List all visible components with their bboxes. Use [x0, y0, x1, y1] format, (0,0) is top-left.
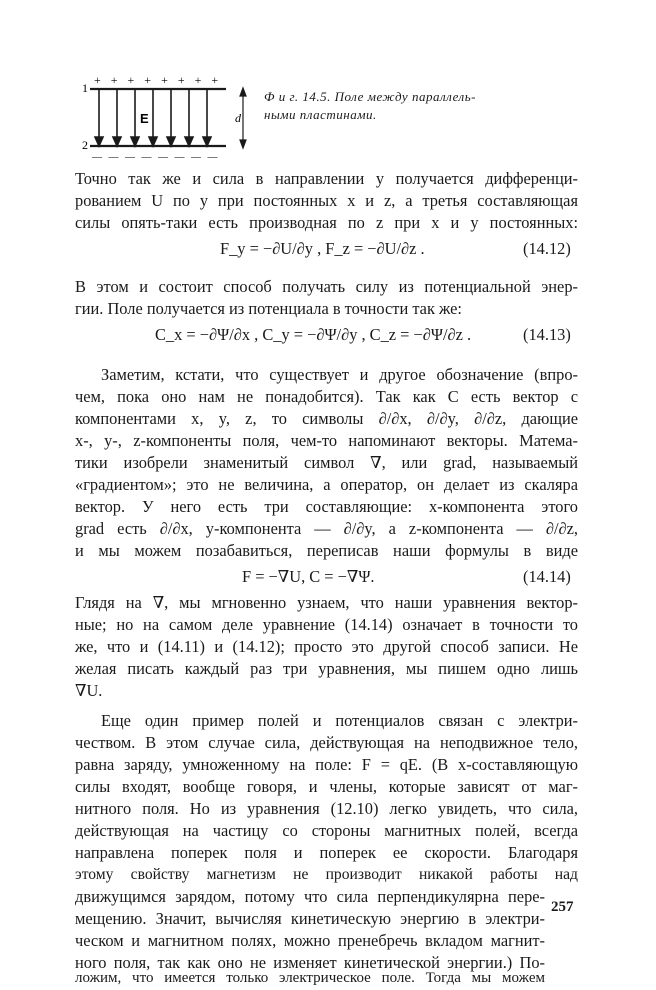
text-line: действующая на частицу со стороны магнитных полей, всегда — [75, 821, 578, 840]
text-line: желая писать каждый раз три уравнения, мы пишем одно лишь — [75, 659, 578, 678]
text-line: равна заряду, умноженному на поле: F = qE. (В x-составляющую — [75, 755, 578, 774]
text-line: компонентами x, y, z, то символы ∂/∂x, ∂/∂y, ∂/∂z, дающие — [75, 409, 578, 428]
text-line: силы опять-таки есть производная по z при x и y постоянных: — [75, 213, 578, 232]
text-line: и мы можем позабавиться, переписав наши формулы в виде — [75, 541, 578, 560]
text-line: же, что и (14.11) и (14.12); просто это другой способ записи. Не — [75, 637, 578, 656]
figure-caption-line: ными пластинами. — [264, 107, 377, 122]
text-line: направлена поперек поля и поперек ее скорости. Благодаря — [75, 843, 578, 862]
text-line: Глядя на ∇, мы мгновенно узнаем, что наши уравнения вектор- — [75, 593, 578, 612]
equation-number: (14.12) — [523, 239, 571, 258]
text-line: ∇U. — [75, 681, 103, 700]
distance-label: d — [235, 111, 241, 125]
plate-top-charges: + + + + + + + + — [94, 76, 222, 87]
field-arrows — [95, 89, 211, 146]
text-line: ложим, что имеется только электрическое поле. Тогда мы можем — [75, 970, 545, 986]
page-number: 257 — [551, 899, 574, 915]
text-line: ного поля, так как оно не изменяет кинетической энергии.) По- — [75, 953, 545, 972]
equation-14-12: F_y = −∂U/∂y , F_z = −∂U/∂z . — [220, 239, 425, 258]
text-line: ческом и магнитном полях, можно пренебречь вкладом магнит- — [75, 931, 545, 950]
text-line: ные; но на самом деле уравнение (14.14) означает в точности то — [75, 615, 578, 634]
plate-bottom-label: 2 — [82, 138, 88, 152]
field-label: E — [140, 111, 149, 126]
text-line: мещению. Значит, вычисляя кинетическую энергию в электри- — [75, 909, 545, 928]
parallel-plates-figure — [80, 76, 260, 162]
figure-caption-line: Ф и г. 14.5. Поле между параллель- — [264, 89, 476, 104]
text-line: движущимся зарядом, потому что сила перпендикулярна пере- — [75, 887, 545, 906]
text-line: «градиентом»; это не величина, а оператор, он делает из скаляра — [75, 475, 578, 494]
equation-14-13: C_x = −∂Ψ/∂x , C_y = −∂Ψ/∂y , C_z = −∂Ψ/∂z . — [155, 325, 472, 344]
text-line: гии. Поле получается из потенциала в точности так же: — [75, 299, 462, 318]
text-line: x-, y-, z-компоненты поля, чем-то напоминают векторы. Матема- — [75, 431, 578, 450]
figure-caption — [264, 88, 534, 124]
text-line: рованием U по y при постоянных x и z, а третья составляющая — [75, 191, 578, 210]
text-line: grad есть ∂/∂x, y-компонента — ∂/∂y, а z-компонента — ∂/∂z, — [75, 519, 578, 538]
text-line: силы входят, вообще говоря, и члены, которые зависят от маг- — [75, 777, 578, 796]
text-line: чем, пока оно нам не понадобится). Так как C есть вектор с — [75, 387, 578, 406]
text-line: В этом и состоит способ получать силу из потенциальной энер- — [75, 277, 578, 296]
text-line: Точно так же и сила в направлении y получается дифференци- — [75, 169, 578, 188]
equation-number: (14.14) — [523, 567, 571, 586]
text-line: этому свойству магнетизм не производит никакой работы над — [75, 866, 578, 883]
text-line: чеством. В этом случае сила, действующая на неподвижное тело, — [75, 733, 578, 752]
plate-top-label: 1 — [82, 81, 88, 95]
text-line: Еще один пример полей и потенциалов связан с электри- — [101, 711, 578, 730]
equation-number: (14.13) — [523, 325, 571, 344]
text-line: нитного поля. Но из уравнения (12.10) легко увидеть, что сила, — [75, 799, 578, 818]
equation-14-14: F = −∇U, C = −∇Ψ. — [242, 567, 375, 586]
text-line: Заметим, кстати, что существует и другое обозначение (впро- — [101, 365, 578, 384]
text-line: тики изобрели знаменитый символ ∇, или grad, называемый — [75, 453, 578, 472]
text-line: вектор. У него есть три составляющие: x-компонента этого — [75, 497, 578, 516]
plate-bottom-charges: — — — — — — — — — [92, 152, 220, 162]
